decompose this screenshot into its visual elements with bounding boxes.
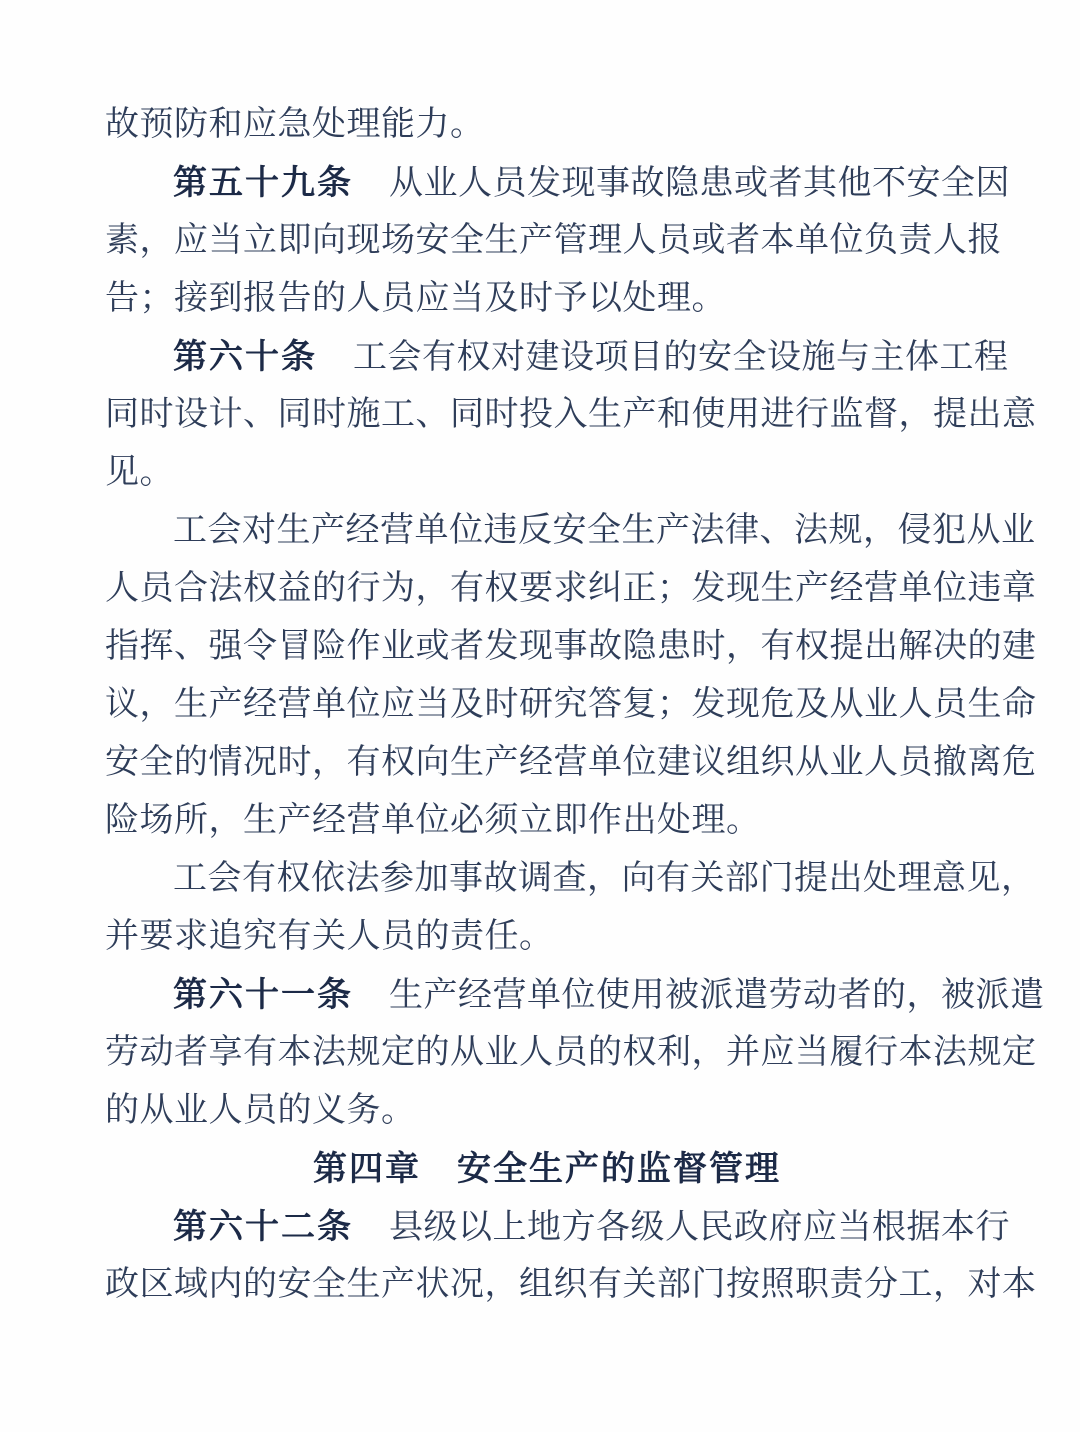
- text-line: [105, 1024, 1037, 1082]
- line-text: 工会对生产经营单位违反安全生产法律、法规，侵犯从业: [173, 512, 1036, 549]
- chapter-heading: [105, 1140, 989, 1198]
- text-line: [105, 618, 1037, 676]
- line-text: 告；接到报告的人员应当及时予以处理。: [105, 280, 726, 317]
- article-62-start: [105, 1198, 1010, 1256]
- text-line: [105, 444, 989, 502]
- line-text: 安全的情况时，有权向生产经营单位建议组织从业人员撤离危: [105, 744, 1037, 781]
- article-number: 第六十二条: [173, 1208, 353, 1246]
- paragraph-start: [105, 850, 1036, 908]
- chapter-title: 安全生产的监督管理: [457, 1150, 781, 1188]
- article-number: 第六十条: [173, 338, 317, 376]
- line-text: 工会有权依法参加事故调查，向有关部门提出处理意见，: [173, 860, 1036, 897]
- line-text: 从业人员发现事故隐患或者其他不安全因: [389, 165, 1010, 202]
- text-line: [105, 676, 1037, 734]
- paragraph-start: [105, 502, 1036, 560]
- text-line: [105, 1256, 1037, 1314]
- text-line: [105, 212, 1002, 270]
- chapter-number: 第四章: [313, 1150, 421, 1188]
- article-59-start: [105, 154, 1010, 212]
- line-text: 故预防和应急处理能力。: [105, 106, 485, 143]
- article-number: 第五十九条: [173, 164, 353, 202]
- text-line: [105, 270, 989, 328]
- line-text: 同时设计、同时施工、同时投入生产和使用进行监督，提出意: [105, 396, 1037, 433]
- text-line: [105, 734, 1037, 792]
- text-line: [105, 386, 1037, 444]
- line-text: 议，生产经营单位应当及时研究答复；发现危及从业人员生命: [105, 686, 1037, 723]
- article-61-start: [105, 966, 1045, 1024]
- legal-text-body: [105, 96, 1045, 1314]
- line-text: 人员合法权益的行为，有权要求纠正；发现生产经营单位违章: [105, 570, 1037, 607]
- line-text: 并要求追究有关人员的责任。: [105, 918, 554, 955]
- text-line: [105, 560, 1037, 618]
- line-text: 险场所，生产经营单位必须立即作出处理。: [105, 802, 761, 839]
- line-text: 劳动者享有本法规定的从业人员的权利，并应当履行本法规定: [105, 1034, 1037, 1071]
- article-60-start: [105, 328, 1009, 386]
- text-line: [105, 96, 989, 154]
- text-line: [105, 1082, 989, 1140]
- line-text: 生产经营单位使用被派遣劳动者的，被派遣: [389, 977, 1045, 1014]
- article-number: 第六十一条: [173, 976, 353, 1014]
- text-line: [105, 908, 989, 966]
- line-text: 政区域内的安全生产状况，组织有关部门按照职责分工，对本: [105, 1266, 1037, 1303]
- line-text: 指挥、强令冒险作业或者发现事故隐患时，有权提出解决的建: [105, 628, 1037, 665]
- line-text: 见。: [105, 454, 174, 491]
- text-line: [105, 792, 989, 850]
- line-text: 素，应当立即向现场安全生产管理人员或者本单位负责人报: [105, 222, 1002, 259]
- line-text: 的从业人员的义务。: [105, 1092, 416, 1129]
- line-text: 县级以上地方各级人民政府应当根据本行: [389, 1209, 1010, 1246]
- line-text: 工会有权对建设项目的安全设施与主体工程: [353, 339, 1009, 376]
